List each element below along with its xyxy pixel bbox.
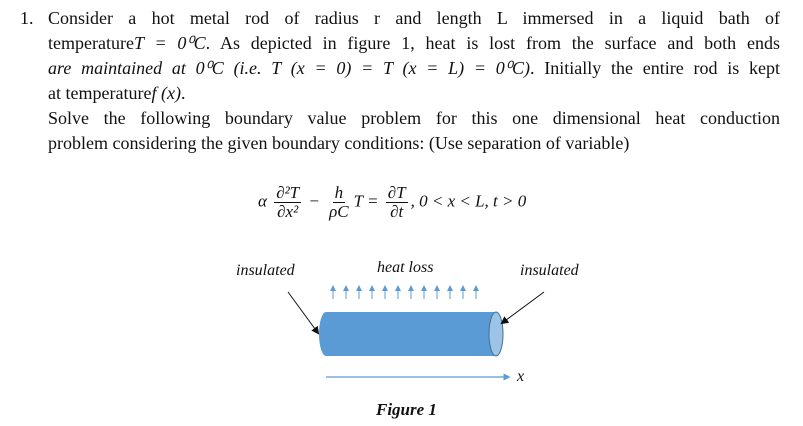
heat-loss-label: heat loss: [377, 259, 434, 276]
rod-end-cap: [489, 312, 503, 356]
rod-body: [319, 312, 503, 356]
heat-loss-arrows: [333, 288, 476, 299]
problem-line-2: temperatureT = 0⁰C. As depicted in figure 1, heat is lost from the surface and both ends: [48, 33, 780, 53]
insulated-left-label: insulated: [236, 262, 295, 279]
time-derivative-fraction: $\frac{\partial T}{\partial t}$: [387, 183, 406, 221]
insulated-right-label: insulated: [520, 262, 579, 279]
alpha-symbol: α: [258, 191, 267, 211]
insulated-right-pointer: [502, 292, 544, 323]
t-equals: T =: [353, 191, 379, 211]
problem-line-3: are maintained at 0⁰C (i.e. T (x = 0) = T (x = L) = 0⁰C). Initially the entire rod is kept: [48, 58, 780, 78]
problem-line-4: at temperaturef (x).: [48, 83, 186, 103]
x-axis-label: x: [517, 368, 525, 385]
second-derivative-fraction: $\frac{\text{∂²T}}{\text{∂x²}}$: [276, 183, 300, 221]
problem-line-6: problem considering the given boundary conditions: (Use separation of variable): [48, 133, 630, 153]
figure-caption: Figure 1: [376, 400, 437, 419]
h-over-rhoc-fraction: $\frac{h}{\rho C}$: [329, 183, 349, 221]
problem-line-1: Consider a hot metal rod of radius r and length L immersed in a liquid bath of: [48, 8, 780, 28]
rod-cylinder: [319, 312, 503, 356]
insulated-left-pointer: [288, 292, 318, 333]
minus-sign: −: [308, 191, 320, 211]
problem-line-5: Solve the following boundary value problem for this one dimensional heat conduction: [48, 108, 780, 128]
problem-number: 1.: [20, 8, 34, 28]
domain-condition: , 0 < x < L, t > 0: [410, 191, 527, 211]
